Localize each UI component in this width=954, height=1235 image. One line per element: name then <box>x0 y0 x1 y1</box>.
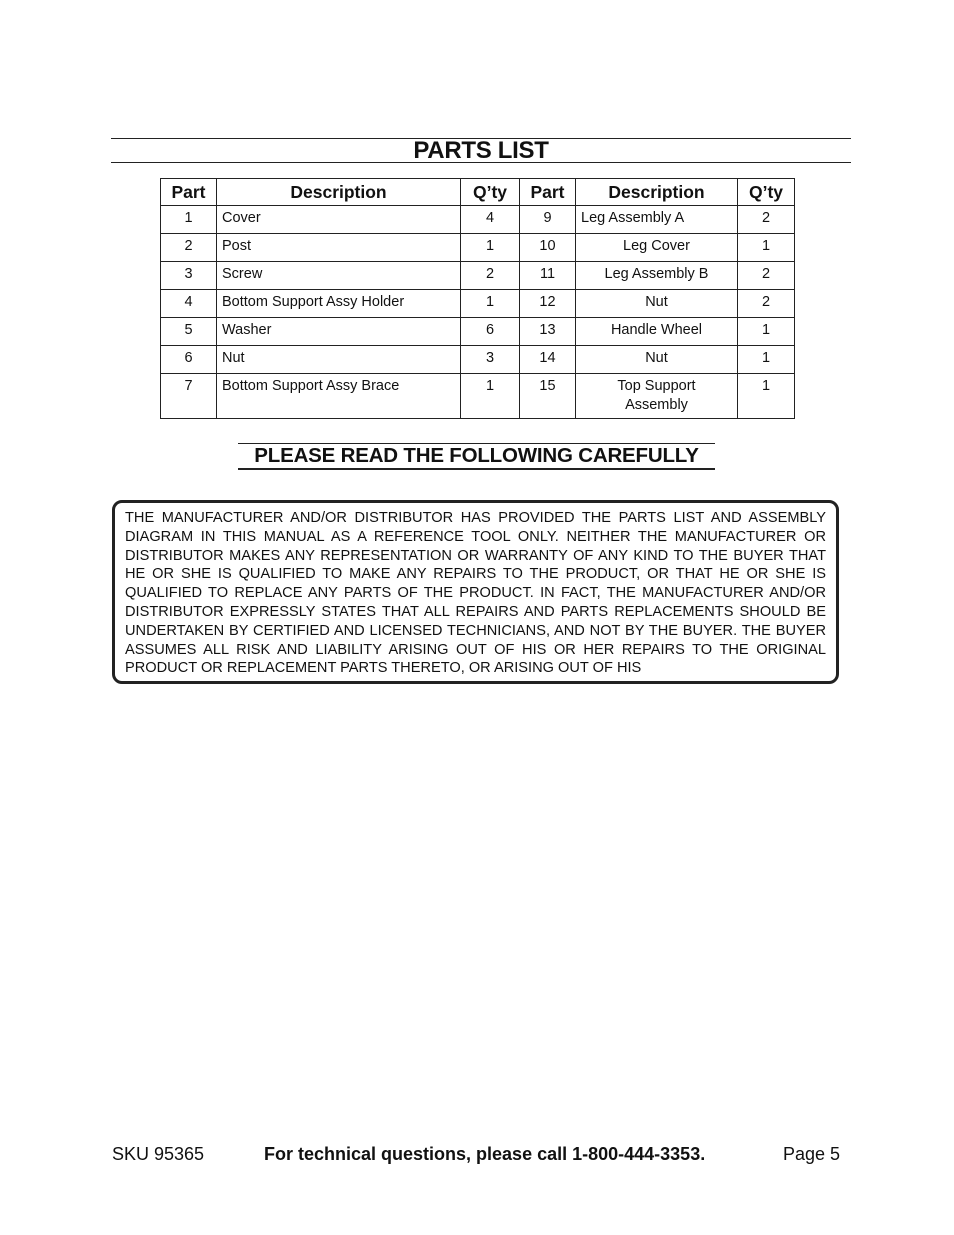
part-quantity: 1 <box>461 234 520 262</box>
table-row <box>161 318 795 346</box>
part-description: Top Support Assembly <box>576 374 738 419</box>
part-description: Cover <box>217 206 461 234</box>
header-qty: Q’ty <box>738 179 795 206</box>
part-description: Screw <box>217 262 461 290</box>
parts-list-title-bar <box>111 138 851 163</box>
part-number: 9 <box>520 206 576 234</box>
part-number: 11 <box>520 262 576 290</box>
header-description: Description <box>217 179 461 206</box>
table-row <box>161 374 795 419</box>
part-description: Handle Wheel <box>576 318 738 346</box>
header-description: Description <box>576 179 738 206</box>
part-number: 2 <box>161 234 217 262</box>
notice-heading: PLEASE READ THE FOLLOWING CAREFULLY <box>238 443 715 470</box>
part-quantity: 2 <box>738 206 795 234</box>
footer-page-number: Page 5 <box>783 1144 841 1164</box>
part-description: Bottom Support Assy Brace <box>217 374 461 419</box>
part-number: 10 <box>520 234 576 262</box>
part-number: 13 <box>520 318 576 346</box>
table-row <box>161 206 795 234</box>
part-quantity: 3 <box>461 346 520 374</box>
part-quantity: 1 <box>738 234 795 262</box>
part-number: 6 <box>161 346 217 374</box>
part-number: 15 <box>520 374 576 419</box>
part-number: 12 <box>520 290 576 318</box>
part-description: Washer <box>217 318 461 346</box>
part-description: Post <box>217 234 461 262</box>
part-description: Nut <box>576 346 738 374</box>
part-description: Nut <box>217 346 461 374</box>
table-row <box>161 262 795 290</box>
part-number: 4 <box>161 290 217 318</box>
part-description: Leg Cover <box>576 234 738 262</box>
table-row <box>161 290 795 318</box>
part-quantity: 4 <box>461 206 520 234</box>
disclaimer-box <box>112 500 839 684</box>
part-quantity: 6 <box>461 318 520 346</box>
part-quantity: 1 <box>738 346 795 374</box>
part-number: 3 <box>161 262 217 290</box>
part-quantity: 1 <box>738 374 795 419</box>
parts-table <box>160 178 795 419</box>
part-description: Leg Assembly B <box>576 262 738 290</box>
part-quantity: 1 <box>738 318 795 346</box>
footer-sku: SKU 95365 <box>112 1144 205 1164</box>
part-number: 7 <box>161 374 217 419</box>
part-quantity: 2 <box>738 262 795 290</box>
part-quantity: 1 <box>461 374 520 419</box>
part-number: 5 <box>161 318 217 346</box>
table-row <box>161 234 795 262</box>
header-qty: Q’ty <box>461 179 520 206</box>
header-part: Part <box>520 179 576 206</box>
part-quantity: 1 <box>461 290 520 318</box>
disclaimer-text: THE MANUFACTURER AND/OR DISTRIBUTOR HAS PROVIDED THE PARTS LIST AND ASSEMBLY DIAGRAM IN THIS MANUAL AS A REFERENCE TOOL ONLY. NEITHER THE MANUFACTURER OR DISTRIBUTOR MAKES ANY REPRESENTATION OR WARRANTY OF ANY KIND TO THE BUYER THAT HE OR SHE IS QUALIFIED TO MAKE ANY REPAIRS TO THE PRODUCT, OR THAT HE OR SHE IS QUALIFIED TO REPLACE ANY PARTS OF THE PRODUCT. IN FACT, THE MANUFACTURER AND/OR DISTRIBUTOR EXPRESSLY STATES THAT ALL REPAIRS AND PARTS REPLACEMENTS SHOULD BE UNDERTAKEN BY CERTIFIED AND LICENSED TECHNICIANS, AND NOT BY THE BUYER. THE BUYER ASSUMES ALL RISK AND LIABILITY ARISING OUT OF HIS OR HER REPAIRS TO THE ORIGINAL PRODUCT OR REPLACEMENT PARTS THERETO, OR ARISING OUT OF HIS <box>125 510 826 677</box>
part-number: 1 <box>161 206 217 234</box>
part-description: Leg Assembly A <box>576 206 738 234</box>
part-description: Nut <box>576 290 738 318</box>
part-quantity: 2 <box>461 262 520 290</box>
table-header-row <box>161 179 795 206</box>
header-part: Part <box>161 179 217 206</box>
part-number: 14 <box>520 346 576 374</box>
part-description: Bottom Support Assy Holder <box>217 290 461 318</box>
page-title: PARTS LIST <box>413 137 549 164</box>
footer-contact: For technical questions, please call 1-800-444-3353. <box>264 1144 706 1164</box>
table-row <box>161 346 795 374</box>
part-quantity: 2 <box>738 290 795 318</box>
